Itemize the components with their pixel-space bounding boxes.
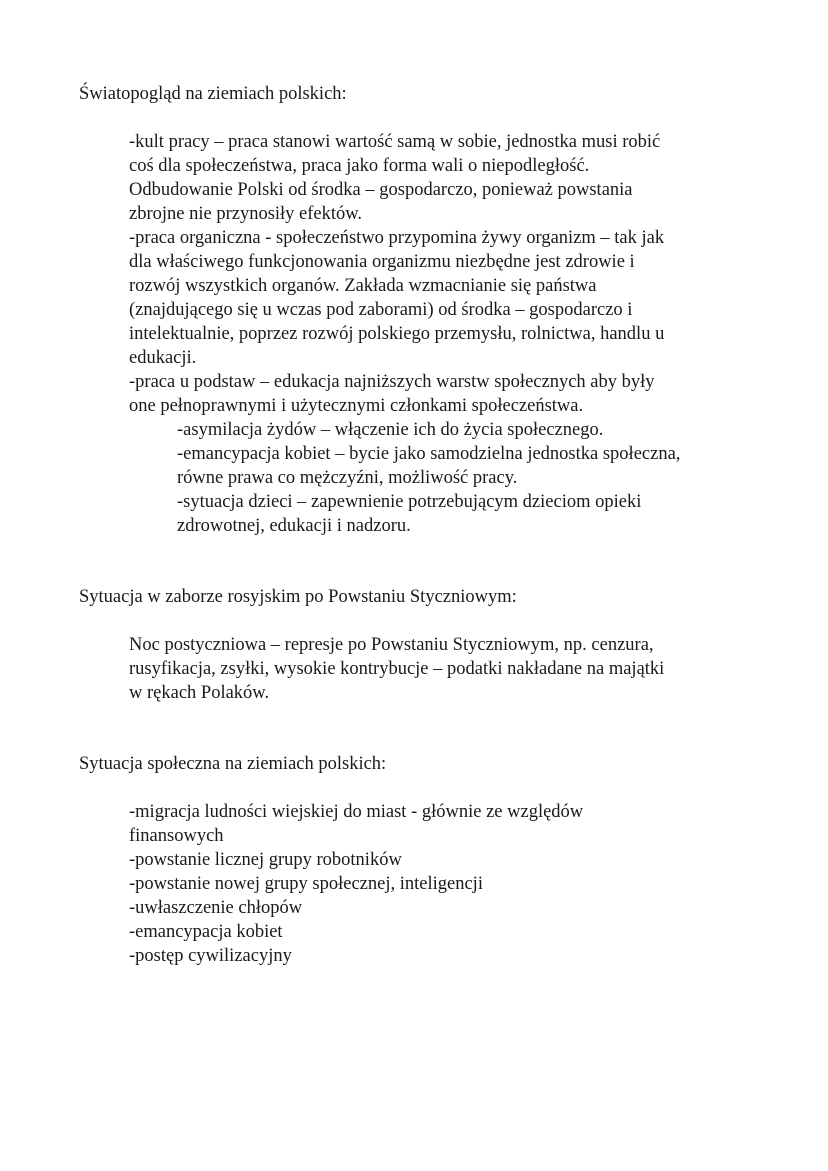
section-heading-russian-partition: Sytuacja w zaborze rosyjskim po Powstaniu Styczniowym: <box>79 587 517 607</box>
text-line: finansowych <box>129 826 224 846</box>
text-line: -kult pracy – praca stanowi wartość samą w sobie, jednostka musi robić <box>129 132 661 152</box>
text-line: dla właściwego funkcjonowania organizmu niezbędne jest zdrowie i <box>129 252 635 272</box>
text-line: -uwłaszczenie chłopów <box>129 898 303 918</box>
text-line: -powstanie nowej grupy społecznej, inteligencji <box>129 874 483 894</box>
section-body-russian-partition <box>129 633 769 705</box>
text-line: -migracja ludności wiejskiej do miast - głównie ze względów <box>129 802 584 822</box>
text-line-indented: -asymilacja żydów – włączenie ich do życia społecznego. <box>177 420 604 440</box>
text-line: rozwój wszystkich organów. Zakłada wzmacnianie się państwa <box>129 276 597 296</box>
text-line-indented: -sytuacja dzieci – zapewnienie potrzebującym dzieciom opieki <box>177 492 642 512</box>
text-line: w rękach Polaków. <box>129 683 270 703</box>
text-line: one pełnoprawnymi i użytecznymi członkami społeczeństwa. <box>129 396 584 416</box>
text-line: rusyfikacja, zsyłki, wysokie kontrybucje – podatki nakładane na majątki <box>129 659 665 679</box>
text-line-indented: równe prawa co mężczyźni, możliwość pracy. <box>177 468 518 488</box>
section-body-worldview <box>129 130 769 538</box>
text-line: -emancypacja kobiet <box>129 922 283 942</box>
text-line: -powstanie licznej grupy robotników <box>129 850 402 870</box>
text-line: -praca organiczna - społeczeństwo przypomina żywy organizm – tak jak <box>129 228 665 248</box>
text-line: coś dla społeczeństwa, praca jako forma wali o niepodległość. <box>129 156 590 176</box>
text-line: Noc postyczniowa – represje po Powstaniu Styczniowym, np. cenzura, <box>129 635 654 655</box>
section-body-social-situation <box>129 800 769 968</box>
text-line: intelektualnie, poprzez rozwój polskiego przemysłu, rolnictwa, handlu u <box>129 324 665 344</box>
text-line-indented: zdrowotnej, edukacji i nadzoru. <box>177 516 411 536</box>
text-line: -praca u podstaw – edukacja najniższych warstw społecznych aby były <box>129 372 655 392</box>
text-line: Odbudowanie Polski od środka – gospodarczo, ponieważ powstania <box>129 180 633 200</box>
text-line: -postęp cywilizacyjny <box>129 946 292 966</box>
section-heading-worldview: Światopogląd na ziemiach polskich: <box>79 84 347 104</box>
text-line-indented: -emancypacja kobiet – bycie jako samodzielna jednostka społeczna, <box>177 444 681 464</box>
section-heading-social-situation: Sytuacja społeczna na ziemiach polskich: <box>79 754 387 774</box>
text-line: edukacji. <box>129 348 197 368</box>
text-line: (znajdującego się u wczas pod zaborami) od środka – gospodarczo i <box>129 300 633 320</box>
text-line: zbrojne nie przynosiły efektów. <box>129 204 363 224</box>
